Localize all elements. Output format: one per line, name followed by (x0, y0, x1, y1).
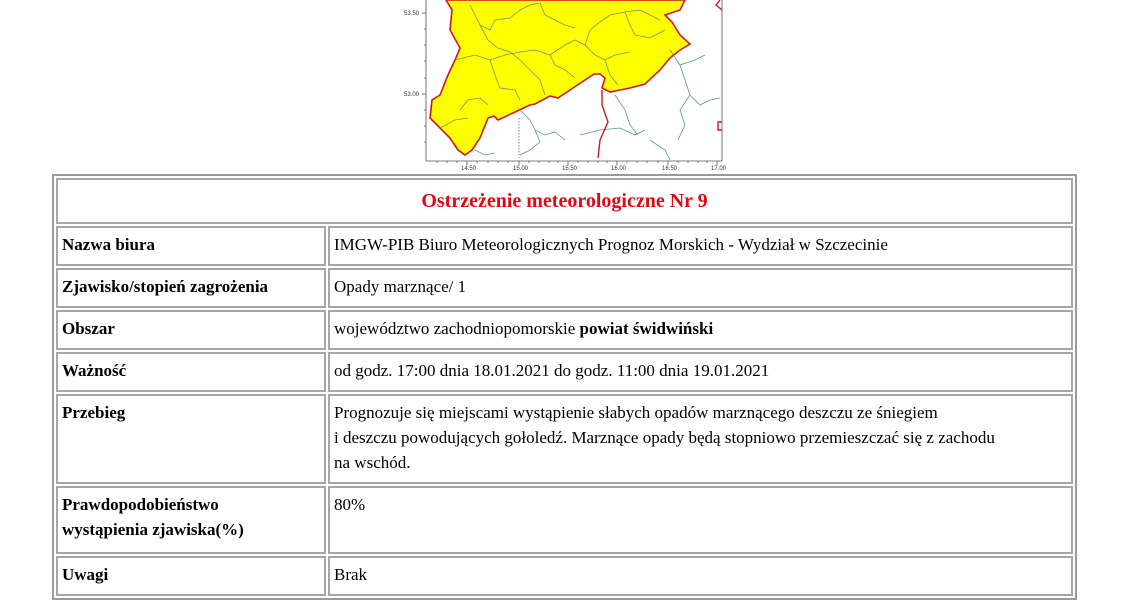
course-line: i deszczu powodujących gołoledź. Marznące opady będą stopniowo przemieszczać się z zachodu (334, 428, 995, 447)
table-row (56, 226, 1073, 266)
x-tick-label: 16.50 (662, 166, 678, 172)
course-line: na wschód. (334, 453, 411, 472)
title-row (56, 178, 1073, 224)
phenomenon-value: Opady marznące/ 1 (328, 268, 1073, 308)
x-tick-label: 17.00 (711, 166, 727, 172)
warning-map (380, 0, 740, 175)
remarks-value: Brak (328, 556, 1073, 596)
course-line: Prognozuje się miejscami wystąpienie słabych opadów marznącego deszczu ze śniegiem (334, 403, 938, 422)
remarks-label: Uwagi (56, 556, 326, 596)
office-name-label: Nazwa biura (56, 226, 326, 266)
table-row (56, 394, 1073, 484)
phenomenon-label: Zjawisko/stopień zagrożenia (56, 268, 326, 308)
probability-label-line: Prawdopodobieństwo (62, 495, 219, 514)
area-label: Obszar (56, 310, 326, 350)
area-region: województwo zachodniopomorskie (334, 319, 576, 338)
probability-label (56, 486, 326, 554)
table-row (56, 556, 1073, 596)
validity-value: od godz. 17:00 dnia 18.01.2021 do godz. 11:00 dnia 19.01.2021 (328, 352, 1073, 392)
table-row (56, 352, 1073, 392)
x-tick-label: 15.00 (513, 166, 529, 172)
warning-table (52, 174, 1077, 600)
area-value (328, 310, 1073, 350)
table-row (56, 310, 1073, 350)
course-label: Przebieg (56, 394, 326, 484)
table-row (56, 486, 1073, 554)
x-tick-label: 15.50 (562, 166, 578, 172)
course-value (328, 394, 1073, 484)
x-tick-label: 16.00 (611, 166, 627, 172)
warning-title: Ostrzeżenie meteorologiczne Nr 9 (56, 178, 1073, 224)
office-name-value: IMGW-PIB Biuro Meteorologicznych Prognoz Morskich - Wydział w Szczecinie (328, 226, 1073, 266)
probability-value: 80% (328, 486, 1073, 554)
table-row (56, 268, 1073, 308)
probability-label-line: wystąpienia zjawiska(%) (62, 520, 244, 539)
area-county: powiat świdwiński (579, 319, 714, 338)
warning-map-svg (380, 0, 740, 175)
x-tick-label: 14.50 (461, 166, 477, 172)
validity-label: Ważność (56, 352, 326, 392)
y-tick-label: 53.00 (404, 92, 420, 98)
y-tick-label: 53.50 (404, 11, 420, 17)
